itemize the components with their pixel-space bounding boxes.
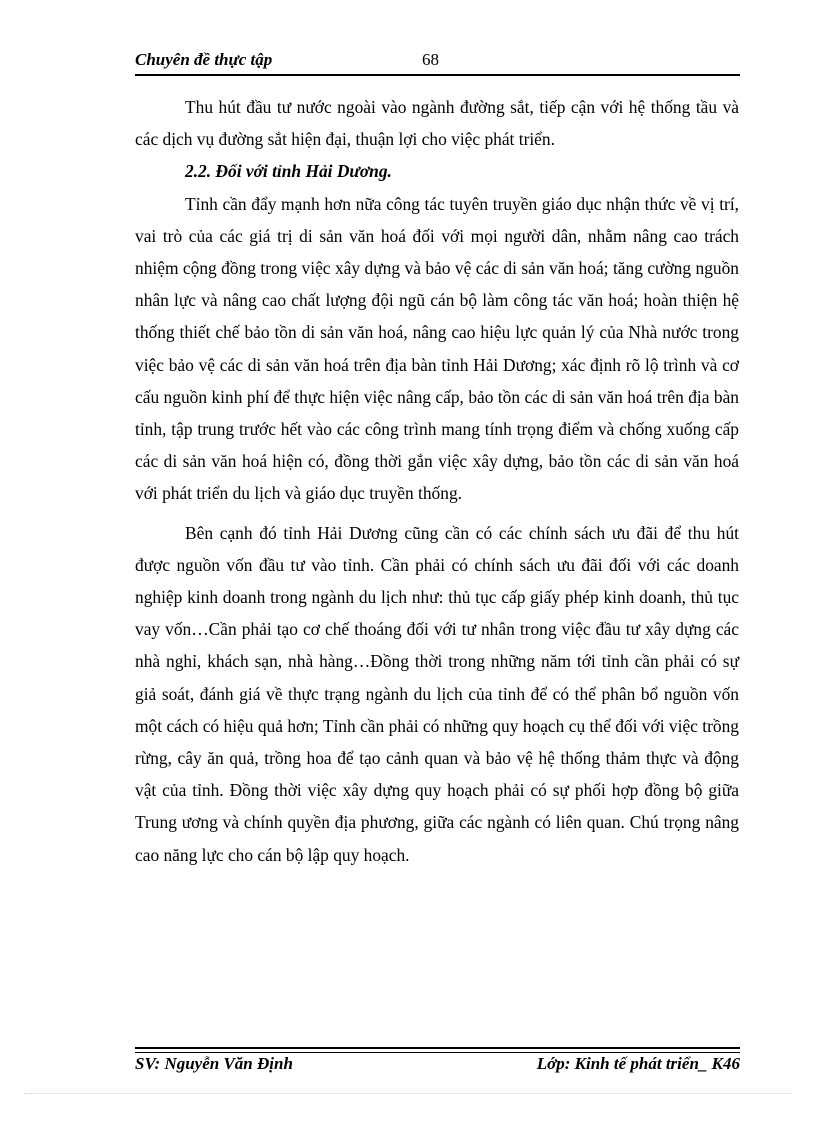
paragraph-propaganda: Tỉnh cần đẩy mạnh hơn nữa công tác tuyên truyền giáo dục nhận thức về vị trí, vai trò của các giá trị di sản văn hoá đối với mọi người dân, nhằm nâng cao trách nhiệm cộng đồng trong việc xây dựng và bảo vệ các di sản văn hoá; tăng cường nguồn nhân lực và nâng cao chất lượng đội ngũ cán bộ làm công tác văn hoá; hoàn thiện hệ thống thiết chế bảo tồn di sản văn hoá, nâng cao hiệu lực quản lý của Nhà nước trong việc bảo vệ các di sản văn hoá trên địa bàn tỉnh Hải Dương; xác định rõ lộ trình và cơ cấu nguồn kinh phí để thực hiện việc nâng cấp, bảo tồn các di sản văn hoá trên địa bàn tỉnh, tập trung trước hết vào các công trình mang tính trọng điểm và chống xuống cấp các di sản văn hoá hiện có, đồng thời gắn việc xây dựng, bảo tồn các di sản văn hoá với phát triển du lịch và giáo dục truyền thống.: [135, 193, 739, 504]
page-footer: [135, 1054, 740, 1078]
section-heading: 2.2. Đối với tỉnh Hải Dương.: [185, 161, 392, 182]
page-header: [135, 48, 740, 76]
page-edge-divider: [24, 1093, 792, 1094]
footer-class: Lớp: Kinh tế phát triển_ K46: [536, 1054, 740, 1073]
paragraph-investment: Bên cạnh đó tỉnh Hải Dương cũng cần có các chính sách ưu đãi để thu hút được nguồn vốn đầu tư vào tỉnh. Cần phải có chính sách ưu đãi đối với các doanh nghiệp kinh doanh trong ngành du lịch như: thủ tục cấp giấy phép kinh doanh, thủ tục vay vốn…Cần phải tạo cơ chế thoáng đối với tư nhân trong việc đầu tư xây dựng các nhà nghỉ, khách sạn, nhà hàng…Đồng thời trong những năm tới tỉnh cần phải có sự giả soát, đánh giá về thực trạng ngành du lịch của tỉnh để có thể phân bổ nguồn vốn một cách có hiệu quả hơn; Tỉnh cần phải có những quy hoạch cụ thể đối với việc trồng rừng, cây ăn quả, trồng hoa để tạo cảnh quan và bảo vệ hệ thống thảm thực và động vật của tỉnh. Đồng thời việc xây dựng quy hoạch phải có sự phối hợp đồng bộ giữa Trung ương và chính quyền địa phương, giữa các ngành có liên quan. Chú trọng nâng cao năng lực cho cán bộ lập quy hoạch.: [135, 522, 739, 865]
page-number: 68: [422, 50, 439, 69]
paragraph-intro: Thu hút đầu tư nước ngoài vào ngành đường sắt, tiếp cận với hệ thống tầu và các dịch vụ đường sắt hiện đại, thuận lợi cho việc phát triển.: [135, 97, 739, 150]
document-body: [135, 91, 739, 871]
footer-rule: [135, 1047, 740, 1049]
footer-student: SV: Nguyễn Văn Định: [135, 1054, 293, 1073]
header-title: Chuyên đề thực tập: [135, 50, 273, 69]
footer-rule-thin: [135, 1052, 740, 1053]
